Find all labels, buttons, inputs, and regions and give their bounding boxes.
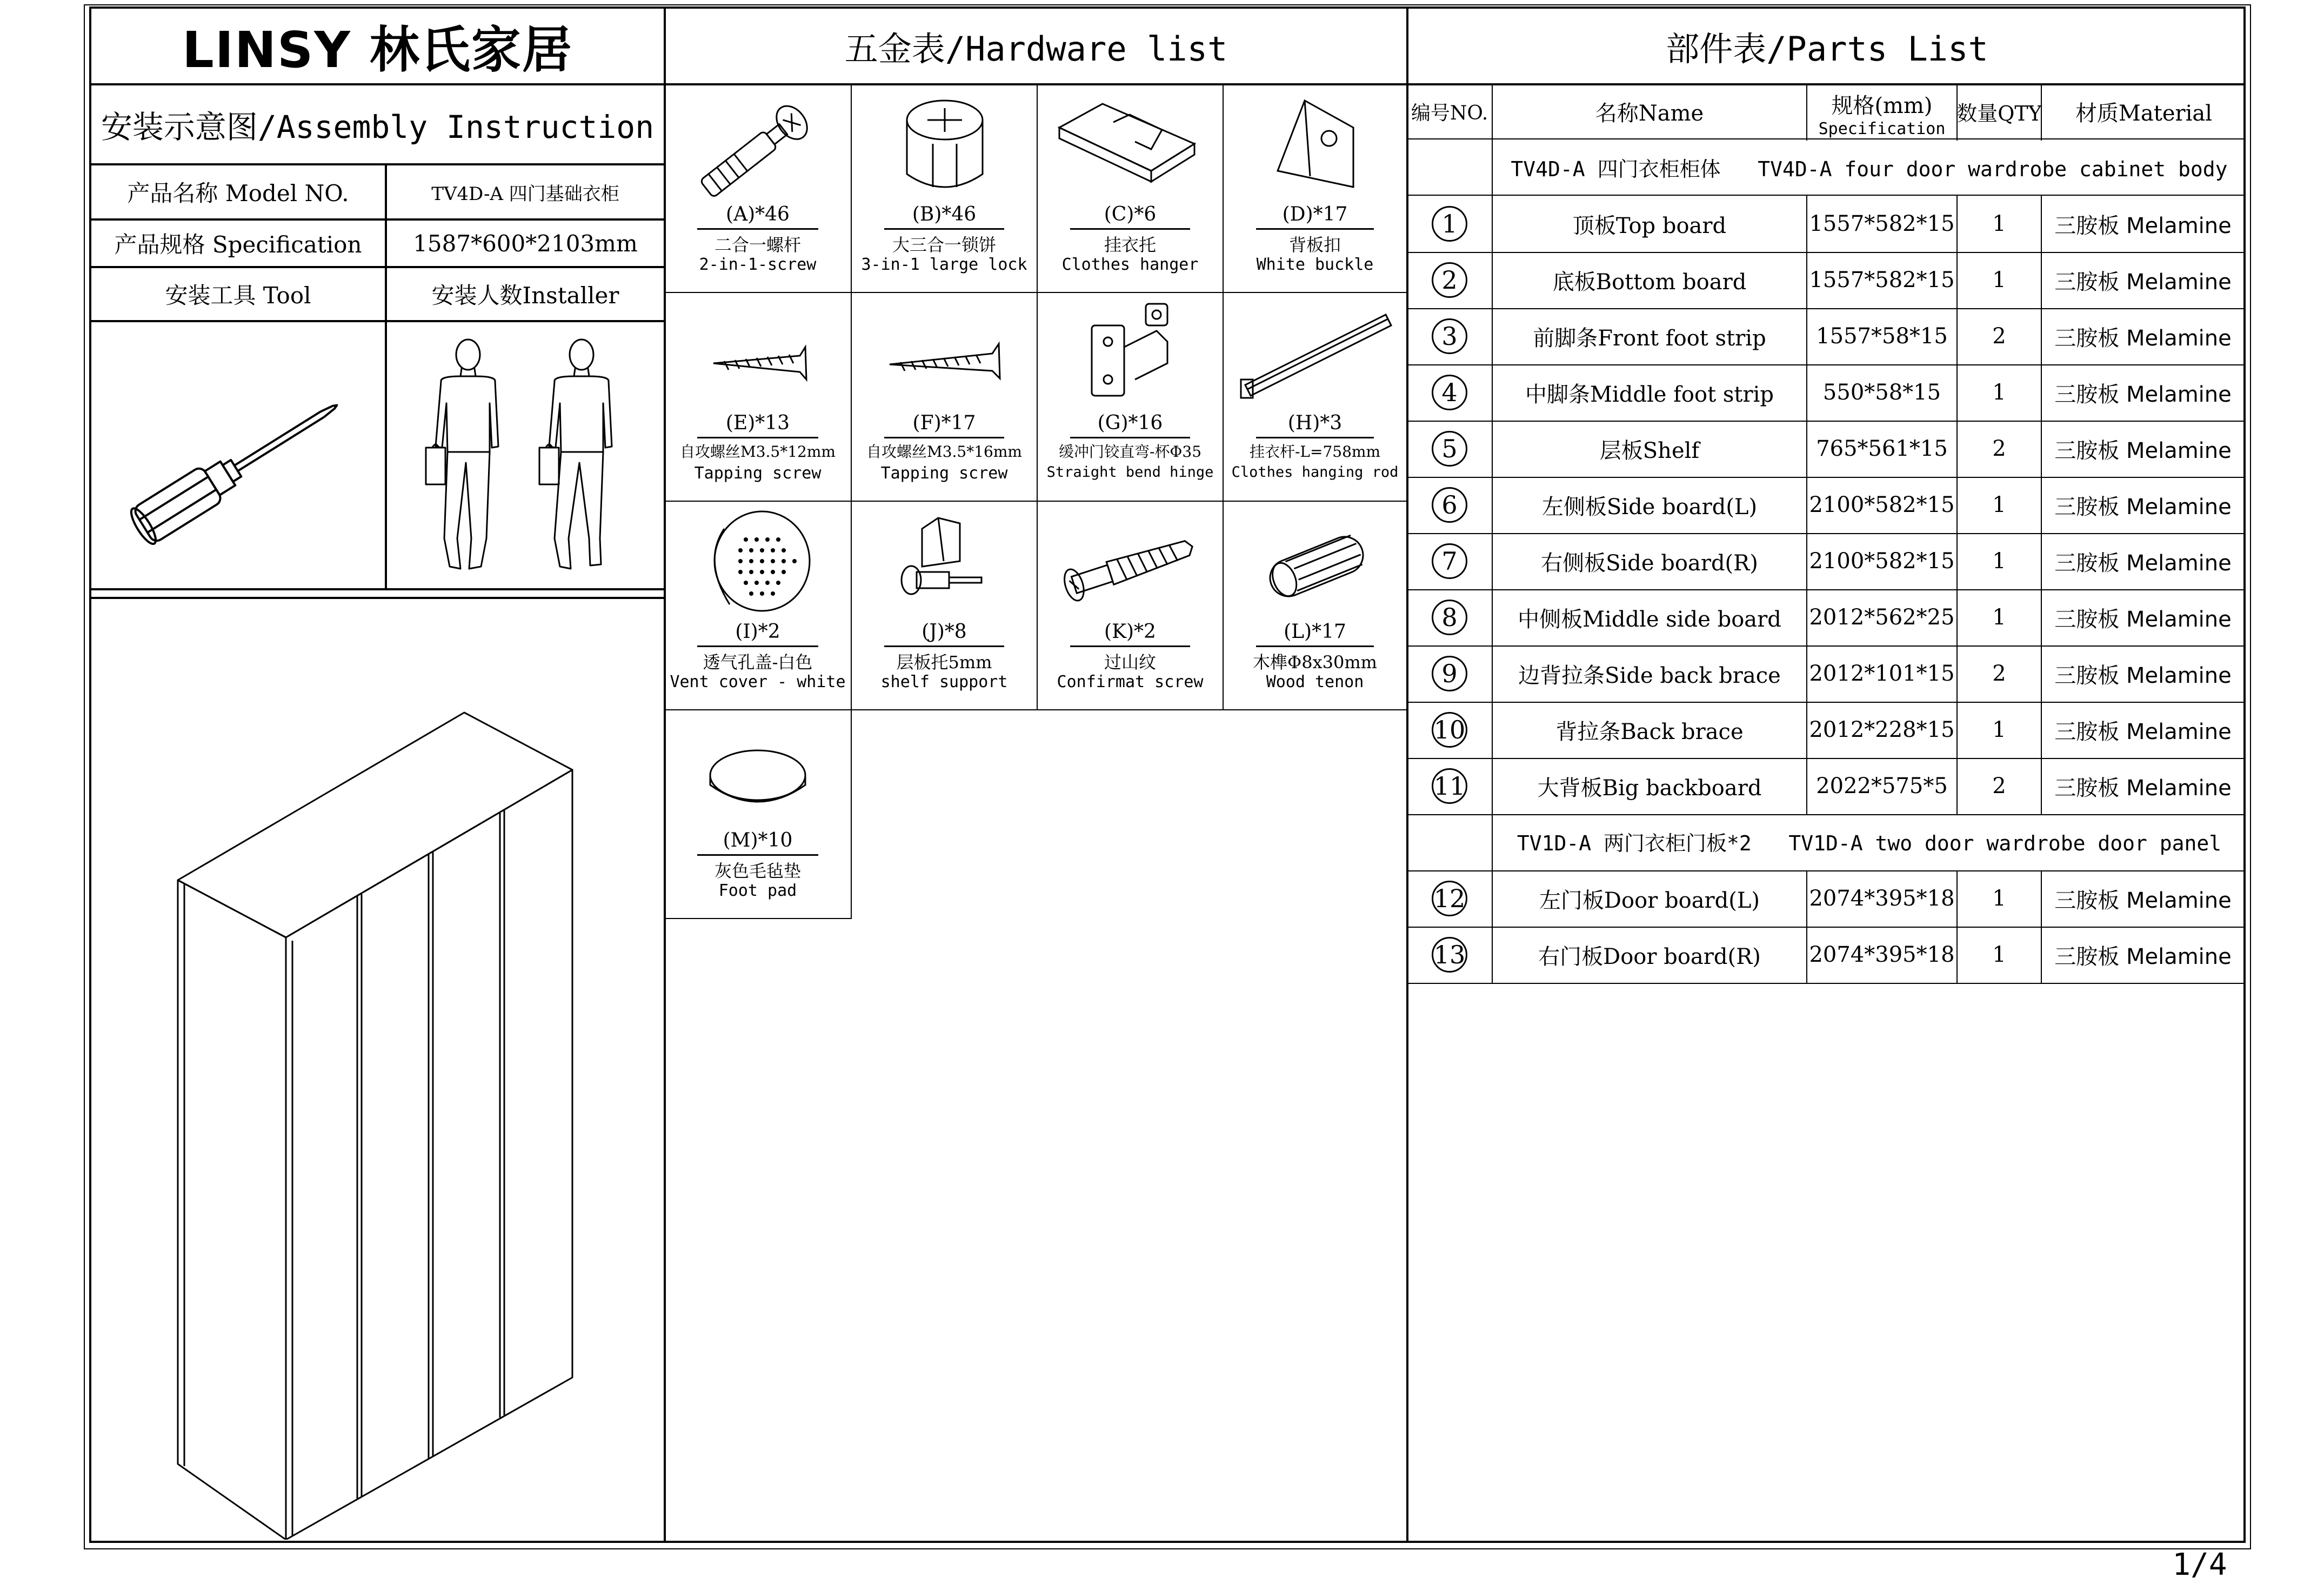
hw-code-m: (M)*10 [723, 829, 793, 851]
part-spec: 2074*395*18 [1809, 886, 1955, 911]
foot-pad-icon [665, 710, 851, 840]
part-spec: 1557*58*15 [1816, 324, 1948, 349]
parts-row-4 [1407, 364, 2244, 421]
part-name: 层板Shelf [1599, 438, 1700, 463]
brand-logo: LINSY 林氏家居 [182, 21, 573, 79]
hardware-item-e [665, 293, 851, 501]
part-material: 三胺板 Melamine [2054, 269, 2232, 295]
parts-row-3 [1407, 308, 2244, 364]
hardware-item-k [1038, 502, 1223, 709]
part-name: 右门板Door board(R) [1538, 944, 1761, 969]
installers-illustration [387, 322, 664, 588]
part-qty: 1 [1992, 886, 2006, 911]
part-name: 背拉条Back brace [1555, 719, 1744, 744]
hw-cn-c: 挂衣托 [1104, 235, 1156, 255]
part-no [1407, 927, 1492, 983]
hw-en-j: shelf support [880, 673, 1008, 691]
header-qty: 数量QTY [1956, 101, 2042, 125]
part-name: 前脚条Front foot strip [1533, 325, 1766, 351]
vent-cover-icon [665, 502, 851, 631]
installer-label: 安装人数Installer [431, 282, 619, 309]
hw-code-a: (A)*46 [726, 203, 790, 225]
hardware-item-m [665, 710, 851, 918]
part-no-circle: 7 [1432, 543, 1467, 579]
part-material: 三胺板 Melamine [2054, 438, 2232, 463]
part-name: 左门板Door board(L) [1539, 888, 1760, 913]
model-label: 产品名称 Model NO. [127, 180, 349, 207]
hw-en-i: Vent cover - white [670, 673, 846, 691]
part-material: 三胺板 Melamine [2054, 550, 2232, 576]
hardware-item-i [665, 502, 851, 709]
parts-row-10 [1407, 702, 2244, 758]
hw-en-d: White buckle [1256, 255, 1374, 274]
part-no-circle: 9 [1432, 656, 1467, 691]
part-qty: 1 [1992, 549, 2006, 574]
wardrobe-drawing [91, 599, 664, 1540]
hw-code-l: (L)*17 [1284, 621, 1346, 643]
part-material: 三胺板 Melamine [2054, 775, 2232, 801]
part-qty: 2 [1992, 774, 2006, 798]
hinge-icon [1038, 293, 1224, 423]
clothes-hanger-bracket-icon [1038, 84, 1224, 214]
two-in-one-screw-icon [665, 84, 851, 214]
assembly-instruction-title: 安装示意图/Assembly Instruction [101, 109, 655, 145]
parts-row-11 [1407, 758, 2244, 814]
hw-cn-g: 缓冲门铰直弯-杯Φ35 [1058, 443, 1202, 461]
part-no [1407, 421, 1492, 477]
hw-cn-d: 背板扣 [1288, 235, 1341, 255]
hw-en-c: Clothes hanger [1061, 255, 1199, 274]
part-material: 三胺板 Melamine [2054, 888, 2232, 913]
part-no-circle: 2 [1432, 262, 1467, 298]
confirmat-screw-icon [1038, 502, 1224, 631]
part-no-circle: 6 [1432, 487, 1467, 523]
hardware-item-f [852, 293, 1037, 501]
part-spec: 2074*395*18 [1809, 942, 1955, 967]
header-no: 编号NO. [1411, 102, 1488, 124]
tapping-screw-long-icon [852, 293, 1038, 423]
hw-cn-b: 大三合一锁饼 [892, 235, 996, 255]
part-spec: 765*561*15 [1816, 436, 1948, 461]
hw-code-d: (D)*17 [1282, 203, 1348, 225]
hw-en-k: Confirmat screw [1057, 673, 1204, 691]
part-name: 边背拉条Side back brace [1518, 663, 1781, 688]
part-no [1407, 252, 1492, 308]
header-material: 材质Material [2075, 101, 2213, 126]
hw-en-f: Tapping screw [880, 464, 1008, 483]
part-no-circle: 12 [1432, 881, 1467, 916]
part-name: 中脚条Middle foot strip [1525, 382, 1774, 407]
part-no [1407, 702, 1492, 758]
part-material: 三胺板 Melamine [2054, 663, 2232, 688]
hw-cn-l: 木榫Φ8x30mm [1252, 652, 1378, 673]
installer-figure-1 [426, 340, 498, 569]
hw-cn-m: 灰色毛毡垫 [714, 861, 801, 881]
hw-en-h: Clothes hanging rod [1231, 464, 1399, 481]
hardware-item-b [852, 84, 1037, 292]
hw-cn-j: 层板托5mm [896, 652, 992, 673]
hardware-item-g [1038, 293, 1223, 501]
hardware-item-j [852, 502, 1037, 709]
part-qty: 1 [1992, 605, 2006, 630]
part-spec: 2012*101*15 [1809, 661, 1955, 686]
parts-row-1 [1407, 196, 2244, 252]
part-no [1407, 533, 1492, 589]
part-qty: 1 [1992, 717, 2006, 742]
part-spec: 1557*582*15 [1809, 268, 1955, 292]
hw-cn-f: 自攻螺丝M3.5*16mm [866, 443, 1022, 461]
hw-code-j: (J)*8 [921, 621, 967, 643]
spec-label: 产品规格 Specification [114, 231, 362, 258]
parts-row-7 [1407, 533, 2244, 589]
parts-row-12 [1407, 870, 2244, 927]
tool-label: 安装工具 Tool [165, 282, 311, 309]
screwdriver-icon [91, 322, 385, 588]
part-qty: 1 [1992, 268, 2006, 292]
wood-tenon-icon [1224, 502, 1410, 631]
spec-value: 1587*600*2103mm [413, 230, 638, 257]
parts-row-2 [1407, 252, 2244, 308]
installer-figure-2 [539, 340, 612, 569]
part-material: 三胺板 Melamine [2054, 719, 2232, 744]
header-name: 名称Name [1595, 101, 1704, 126]
part-qty: 1 [1992, 942, 2006, 967]
hw-code-g: (G)*16 [1097, 412, 1163, 434]
part-spec: 2012*228*15 [1809, 717, 1955, 742]
hw-cn-k: 过山纹 [1104, 652, 1156, 673]
shelf-support-icon [852, 502, 1038, 631]
hw-code-k: (K)*2 [1104, 621, 1156, 643]
part-material: 三胺板 Melamine [2054, 382, 2232, 407]
part-name: 右侧板Side board(R) [1541, 550, 1758, 576]
part-spec: 2100*582*15 [1809, 549, 1955, 574]
part-no [1407, 870, 1492, 927]
parts-row-13 [1407, 927, 2244, 983]
part-spec: 1557*582*15 [1809, 211, 1955, 236]
part-name: 大背板Big backboard [1537, 775, 1762, 801]
part-no-circle: 13 [1432, 937, 1467, 973]
hw-code-h: (H)*3 [1287, 412, 1343, 434]
hardware-list-title: 五金表/Hardware list [844, 29, 1228, 69]
hw-code-c: (C)*6 [1104, 203, 1157, 225]
section-cabinet-body: TV4D-A 四门衣柜柜体 TV4D-A four door wardrobe cabinet body [1511, 157, 2228, 181]
hw-en-a: 2-in-1-screw [699, 255, 817, 274]
hw-en-l: Wood tenon [1266, 673, 1364, 691]
hw-code-f: (F)*17 [912, 412, 976, 434]
part-no [1407, 758, 1492, 814]
parts-row-9 [1407, 645, 2244, 702]
part-material: 三胺板 Melamine [2054, 607, 2232, 632]
hw-en-g: Straight bend hinge [1046, 464, 1214, 481]
part-no [1407, 308, 1492, 364]
part-spec: 550*58*15 [1822, 380, 1941, 405]
part-qty: 2 [1992, 436, 2006, 461]
hw-code-i: (I)*2 [735, 621, 780, 643]
part-no-circle: 5 [1432, 431, 1467, 467]
header-spec-cn: 规格(mm) [1831, 94, 1933, 118]
part-name: 左侧板Side board(L) [1541, 494, 1758, 520]
part-no-circle: 8 [1432, 600, 1467, 635]
white-buckle-icon [1224, 84, 1410, 214]
part-no-circle: 1 [1432, 206, 1467, 242]
part-qty: 1 [1992, 211, 2006, 236]
hardware-item-l [1224, 502, 1406, 709]
hardware-item-h [1224, 293, 1406, 501]
part-no [1407, 589, 1492, 645]
hw-en-e: Tapping screw [694, 464, 822, 483]
part-qty: 1 [1992, 380, 2006, 405]
part-no [1407, 364, 1492, 421]
part-qty: 2 [1992, 324, 2006, 349]
part-material: 三胺板 Melamine [2054, 944, 2232, 969]
hw-cn-e: 自攻螺丝M3.5*12mm [680, 443, 836, 461]
section-door-panel-text: TV1D-A 两门衣柜门板*2 TV1D-A two door wardrobe door panel [1517, 831, 2222, 855]
hw-code-b: (B)*46 [912, 203, 977, 225]
cam-lock-icon [852, 84, 1038, 214]
parts-row-8 [1407, 589, 2244, 645]
part-no-circle: 11 [1432, 768, 1467, 804]
part-spec: 2100*582*15 [1809, 492, 1955, 517]
tapping-screw-short-icon [665, 293, 851, 423]
section-door-panel [1407, 814, 2246, 868]
hw-code-e: (E)*13 [725, 412, 790, 434]
part-name: 顶板Top board [1572, 213, 1727, 238]
part-no [1407, 477, 1492, 533]
hardware-item-d [1224, 84, 1406, 292]
parts-row-6 [1407, 477, 2244, 533]
part-no-circle: 4 [1432, 375, 1467, 410]
part-qty: 1 [1992, 492, 2006, 517]
part-no-circle: 10 [1432, 712, 1467, 748]
hw-cn-i: 透气孔盖-白色 [703, 652, 813, 673]
hw-en-b: 3-in-1 large lock [861, 255, 1027, 274]
hardware-item-c [1038, 84, 1223, 292]
part-material: 三胺板 Melamine [2054, 494, 2232, 520]
hanging-rod-icon [1224, 293, 1410, 423]
hw-en-m: Foot pad [718, 881, 797, 900]
part-no [1407, 645, 1492, 702]
hw-cn-h: 挂衣杆-L=758mm [1249, 443, 1381, 461]
part-spec: 2012*562*25 [1809, 605, 1955, 630]
part-qty: 2 [1992, 661, 2006, 686]
part-spec: 2022*575*5 [1816, 774, 1948, 798]
part-no-circle: 3 [1432, 318, 1467, 354]
part-name: 中侧板Middle side board [1518, 607, 1781, 632]
page-number: 1/4 [2172, 1547, 2227, 1582]
parts-row-5 [1407, 421, 2244, 477]
header-spec [1807, 84, 1956, 138]
part-no [1407, 196, 1492, 252]
model-value: TV4D-A 四门基础衣柜 [431, 183, 619, 205]
hardware-item-a [665, 84, 851, 292]
header-spec-en: Specification [1818, 119, 1946, 138]
part-name: 底板Bottom board [1552, 269, 1747, 295]
hw-cn-a: 二合一螺杆 [714, 235, 801, 255]
parts-list-title: 部件表/Parts List [1666, 29, 1988, 69]
part-material: 三胺板 Melamine [2054, 325, 2232, 351]
part-material: 三胺板 Melamine [2054, 213, 2232, 238]
